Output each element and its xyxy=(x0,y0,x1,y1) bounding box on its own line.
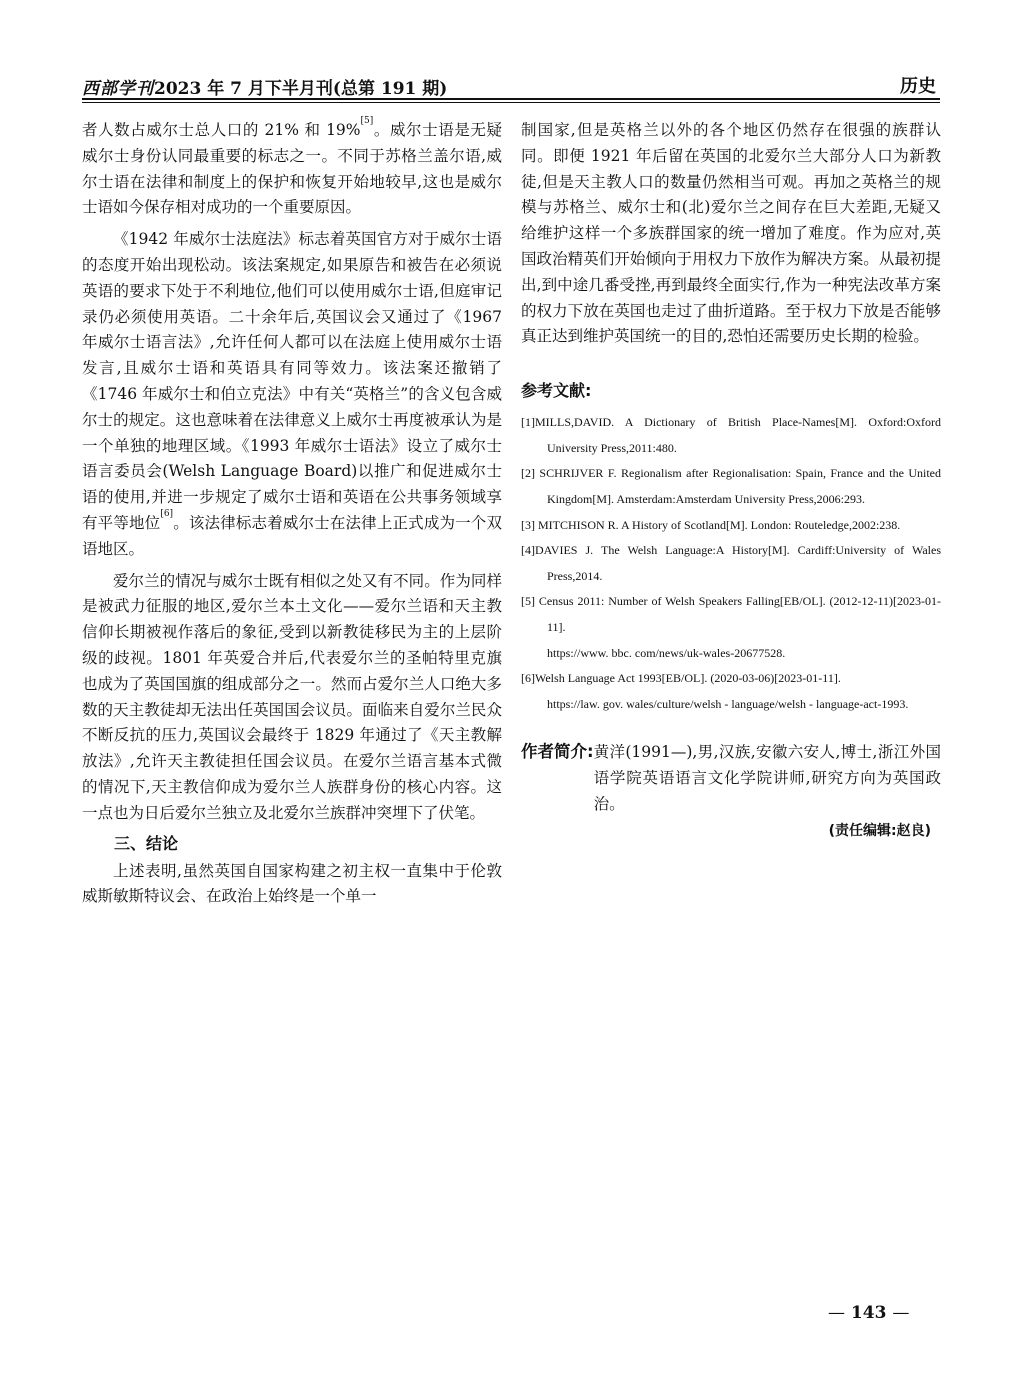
paragraph: 上述表明,虽然英国自国家构建之初主权一直集中于伦敦威斯敏斯特议会、在政治上始终是一个单一 xyxy=(82,861,502,906)
reference-item xyxy=(521,513,941,539)
paragraph-continued: 制国家,但是英格兰以外的各个地区仍然存在很强的族群认同。即便 1921 年后留在英国的北爱尔兰大部分人口为新教徒,但是天主教人口的数量仍然相当可观。再加之英格兰的规模与苏格兰、威尔士和(北)爱尔兰之间存在巨大差距,无疑又给维护这样一个多族群国家的统一增加了难度。作为应对,英国政治精英们开始倾向于用权力下放作为解决方案。从最初提出,到中途几番受挫,再到最终全面实行,作为一种宪法改革方案的权力下放在英国也走过了曲折道路。至于权力下放是否能够真正达到维护英国统一的目的,恐怕还需要历史长期的检验。 xyxy=(521,121,941,346)
page-number-footer xyxy=(828,1303,909,1323)
page-number: 143 xyxy=(850,1303,887,1323)
author-bio-text: 黄洋(1991—),男,汉族,安徽六安人,博士,浙江外国语学院英语语言文化学院讲师,研究方向为英国政治。 xyxy=(593,743,941,814)
page-dash-right: — xyxy=(892,1303,910,1323)
left-column xyxy=(82,118,502,910)
reference-text: [4]DAVIES J. The Welsh Language:A History[M]. Cardiff:University of Wales Press,2014. xyxy=(521,543,941,583)
reference-text: [5] Census 2011: Number of Welsh Speakers Falling[EB/OL]. (2012-12-11)[2023-01-11]. xyxy=(521,594,941,634)
paragraph-text: 。威尔士语是无疑威尔士身份认同最重要的标志之一。不同于苏格兰盖尔语,威尔士语在法律和制度上的保护和恢复开始地较早,这也是威尔士语如今保存相对成功的一个重要原因。 xyxy=(82,121,502,217)
reference-item xyxy=(521,538,941,589)
page-dash-left: — xyxy=(828,1303,845,1323)
header-rule xyxy=(82,98,940,100)
reference-list xyxy=(521,410,941,717)
reference-url: https://www. bbc. com/news/uk-wales-20677528. xyxy=(547,645,786,660)
reference-text: [1]MILLS,DAVID. A Dictionary of British Place-Names[M]. Oxford:Oxford University Press,2011:480. xyxy=(521,415,941,455)
paragraph-text: 者人数占威尔士总人口的 21% 和 19% xyxy=(82,121,361,139)
author-bio xyxy=(521,739,941,817)
paragraph-text: 。该法律标志着威尔士在法律上正式成为一个双语地区。 xyxy=(82,513,502,558)
reference-item xyxy=(521,589,941,666)
paragraph xyxy=(82,227,502,562)
issue-info: 2023 年 7 月下半月刊(总第 191 期) xyxy=(154,79,448,99)
paragraph-continued xyxy=(82,118,502,221)
citation: [5] xyxy=(360,116,374,126)
paragraph: 爱尔兰的情况与威尔士既有相似之处又有不同。作为同样是被武力征服的地区,爱尔兰本土文化——爱尔兰语和天主教信仰长期被视作落后的象征,受到以新教徒移民为主的上层阶级的歧视。1801 年英爱合并后,代表爱尔兰的圣帕特里克旗也成为了英国国旗的组成部分之一。然而占爱尔兰人口绝大多数的天主教徒却无法出任英国国会议员。面临来自爱尔兰民众不断反抗的压力,英国议会最终于 1829 年通过了《天主教解放法》,允许天主教徒担任国会议员。在爱尔兰语言基本式微的情况下,天主教信仰成为爱尔兰人族群身份的核心内容。这一点也为日后爱尔兰独立及北爱尔兰族群冲突埋下了伏笔。 xyxy=(82,571,502,822)
citation: [6] xyxy=(160,508,174,519)
journal-issue-line xyxy=(82,74,447,99)
reference-text: [3] MITCHISON R. A History of Scotland[M]. London: Routeledge,2002:238. xyxy=(521,517,901,532)
reference-url: https://law. gov. wales/culture/welsh - language/welsh - language-act-1993. xyxy=(547,696,909,711)
references-heading: 参考文献: xyxy=(521,381,592,401)
right-column xyxy=(521,118,941,845)
reference-item xyxy=(521,666,941,717)
paragraph-text: 《1942 年威尔士法庭法》标志着英国官方对于威尔士语的态度开始出现松动。该法案规定,如果原告和被告在必须说英语的要求下处于不利地位,他们可以使用威尔士语,但庭审记录仍必须使用英语。二十余年后,英国议会又通过了《1967 年威尔士语言法》,允许任何人都可以在法庭上使用威尔士语发言,且威尔士语和英语具有同等效力。该法案还撤销了《1746 年威尔士和伯立克法》中有关“英格兰”的含义包含威尔士的规定。这也意味着在法律意义上威尔士再度被承认为是一个单独的地理区域。《1993 年威尔士语法》设立了威尔士语言委员会(Welsh Language Board)以推广和促进威尔士语的使用,并进一步规定了威尔士语和英语在公共事务领域享有平等地位 xyxy=(82,230,502,532)
reference-item xyxy=(521,461,941,512)
reference-text: [2] SCHRIJVER F. Regionalism after Regionalisation: Spain, France and the United Kingdom[M]. Amsterdam:Amsterdam University Press,2006:293. xyxy=(521,466,941,506)
journal-logo: 西部学刊 xyxy=(82,79,154,99)
responsible-editor: (责任编辑:赵良) xyxy=(828,823,931,840)
section-label: 历史 xyxy=(900,76,936,97)
reference-text: [6]Welsh Language Act 1993[EB/OL]. (2020-03-06)[2023-01-11]. xyxy=(521,671,841,686)
reference-item xyxy=(521,410,941,461)
section-heading: 三、结论 xyxy=(114,833,179,853)
author-bio-label: 作者简介: xyxy=(521,742,594,762)
page-header xyxy=(82,70,940,100)
header-rule-thin xyxy=(82,102,940,103)
